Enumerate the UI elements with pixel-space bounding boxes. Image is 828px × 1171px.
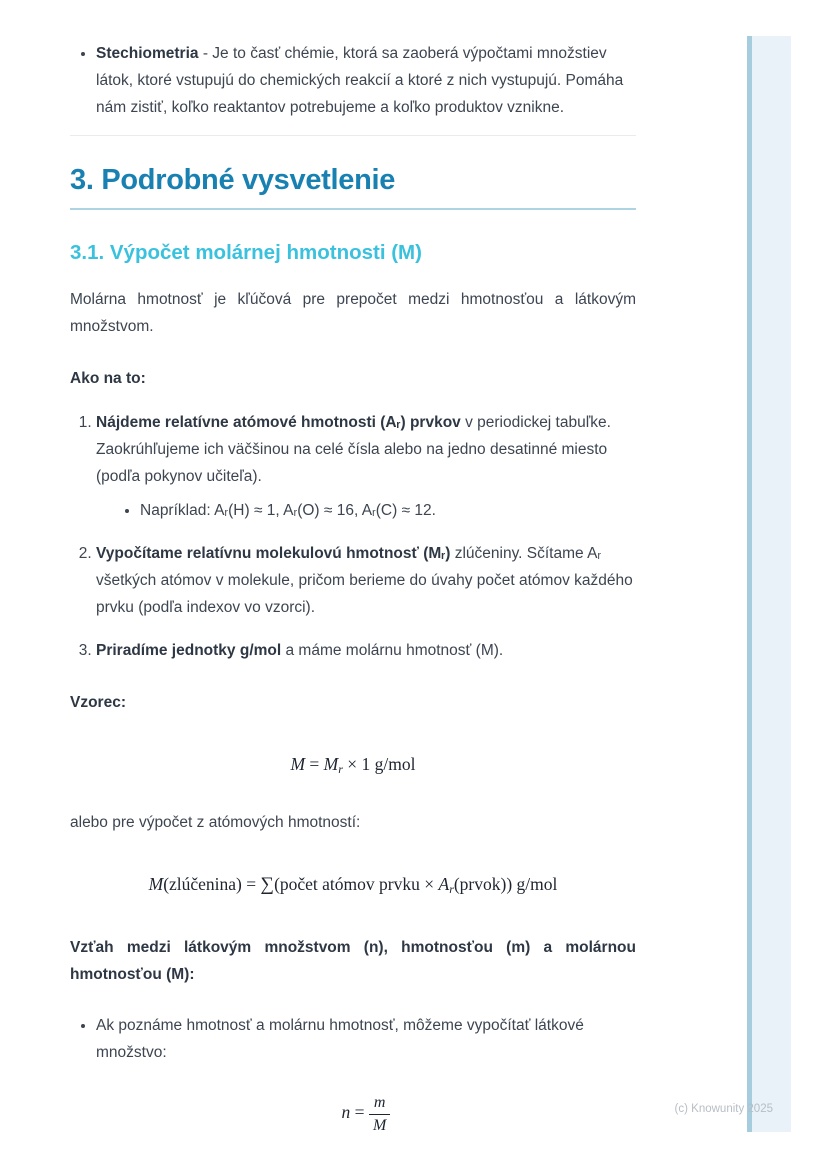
- intro-bullet-list: [70, 40, 636, 121]
- step-1-bold: Nájdeme relatívne atómové hmotnosti (Aᵣ) prvkov: [96, 414, 461, 431]
- term-stechiometria: Stechiometria: [96, 45, 199, 62]
- how-to-label: Ako na to:: [70, 370, 146, 387]
- sigma-symbol: ∑: [260, 874, 275, 895]
- formula2-a-subscript: r: [449, 882, 454, 896]
- alt-formula-intro: alebo pre výpočet z atómových hmotností:: [70, 814, 361, 831]
- section-heading: 3. Podrobné vysvetlenie: [70, 162, 636, 210]
- step-3-bold: Priradíme jednotky g/mol: [96, 642, 282, 659]
- step-item-2: [96, 540, 636, 621]
- step-2-text: zlúčeniny. Sčítame Aᵣ všetkých atómov v molekule, pričom berieme do úvahy počet atómov každého prvku (podľa indexov vo vzorci).: [96, 545, 633, 616]
- formula-compound-mass: [70, 869, 636, 900]
- formula2-text3: (prvok)) g/mol: [453, 874, 558, 894]
- step-item-3: [96, 637, 636, 664]
- fraction-denominator: M: [373, 1116, 387, 1134]
- example-list: [96, 497, 636, 524]
- formula1-unit: × 1 g/mol: [342, 754, 416, 774]
- section-divider: [70, 135, 636, 136]
- page-edge-strip: [747, 36, 791, 1132]
- copyright-notice: (c) Knowunity 2025: [674, 1103, 773, 1115]
- formula2-a: A: [438, 874, 450, 894]
- formula1-mr-subscript: r: [338, 762, 343, 776]
- steps-list: [70, 409, 636, 664]
- formula2-text1: (zlúčenina) =: [163, 874, 261, 894]
- formula1-equals: =: [305, 754, 324, 774]
- subsection-heading: 3.1. Výpočet molárnej hmotnosti (M): [70, 241, 422, 264]
- formula3-equals: =: [350, 1102, 369, 1123]
- step-1-text: v periodickej tabuľke. Zaokrúhľujeme ich väčšinou na celé čísla alebo na jedno desatinné miesto (podľa pokynov učiteľa).: [96, 414, 611, 485]
- formula1-lhs: M: [290, 754, 306, 774]
- formula2-text2: (počet atómov prvku ×: [274, 874, 439, 894]
- relation-bullet-item: [96, 1012, 636, 1134]
- formula1-mr: M: [323, 754, 339, 774]
- formula3-lhs: n: [341, 1102, 351, 1123]
- relation-bullet-list: [70, 1012, 636, 1134]
- formula-label: Vzorec:: [70, 694, 126, 711]
- example-item: • Napríklad: Aᵣ(H) ≈ 1, Aᵣ(O) ≈ 16, Aᵣ(C) ≈ 12.: [140, 497, 636, 524]
- fraction-numerator: m: [369, 1094, 391, 1115]
- relation-bullet-text: Ak poznáme hmotnosť a molárnu hmotnosť, môžeme vypočítať látkové množstvo:: [96, 1017, 584, 1061]
- relationship-heading: Vzťah medzi látkovým množstvom (n), hmotnosťou (m) a molárnou hmotnosťou (M):: [70, 939, 636, 983]
- formula-amount-of-substance: [96, 1094, 636, 1134]
- fraction: [369, 1094, 391, 1134]
- formula-molar-mass: [70, 749, 636, 779]
- step-item-1: [96, 409, 636, 524]
- document-content: [70, 0, 636, 1134]
- intro-paragraph: Molárna hmotnosť je kľúčová pre prepočet medzi hmotnosťou a látkovým množstvom.: [70, 291, 636, 335]
- list-item: [96, 40, 636, 121]
- step-3-text: a máme molárnu hmotnosť (M).: [281, 642, 504, 659]
- term-definition: - Je to časť chémie, ktorá sa zaoberá výpočtami množstiev látok, ktoré vstupujú do chemických reakcií a ktoré z nich vystupujú. Pomáha nám zistiť, koľko reaktantov potrebujeme a koľko produktov vznikne.: [96, 45, 624, 116]
- step-2-bold: Vypočítame relatívnu molekulovú hmotnosť (Mᵣ): [96, 545, 451, 562]
- formula2-m: M: [148, 874, 164, 894]
